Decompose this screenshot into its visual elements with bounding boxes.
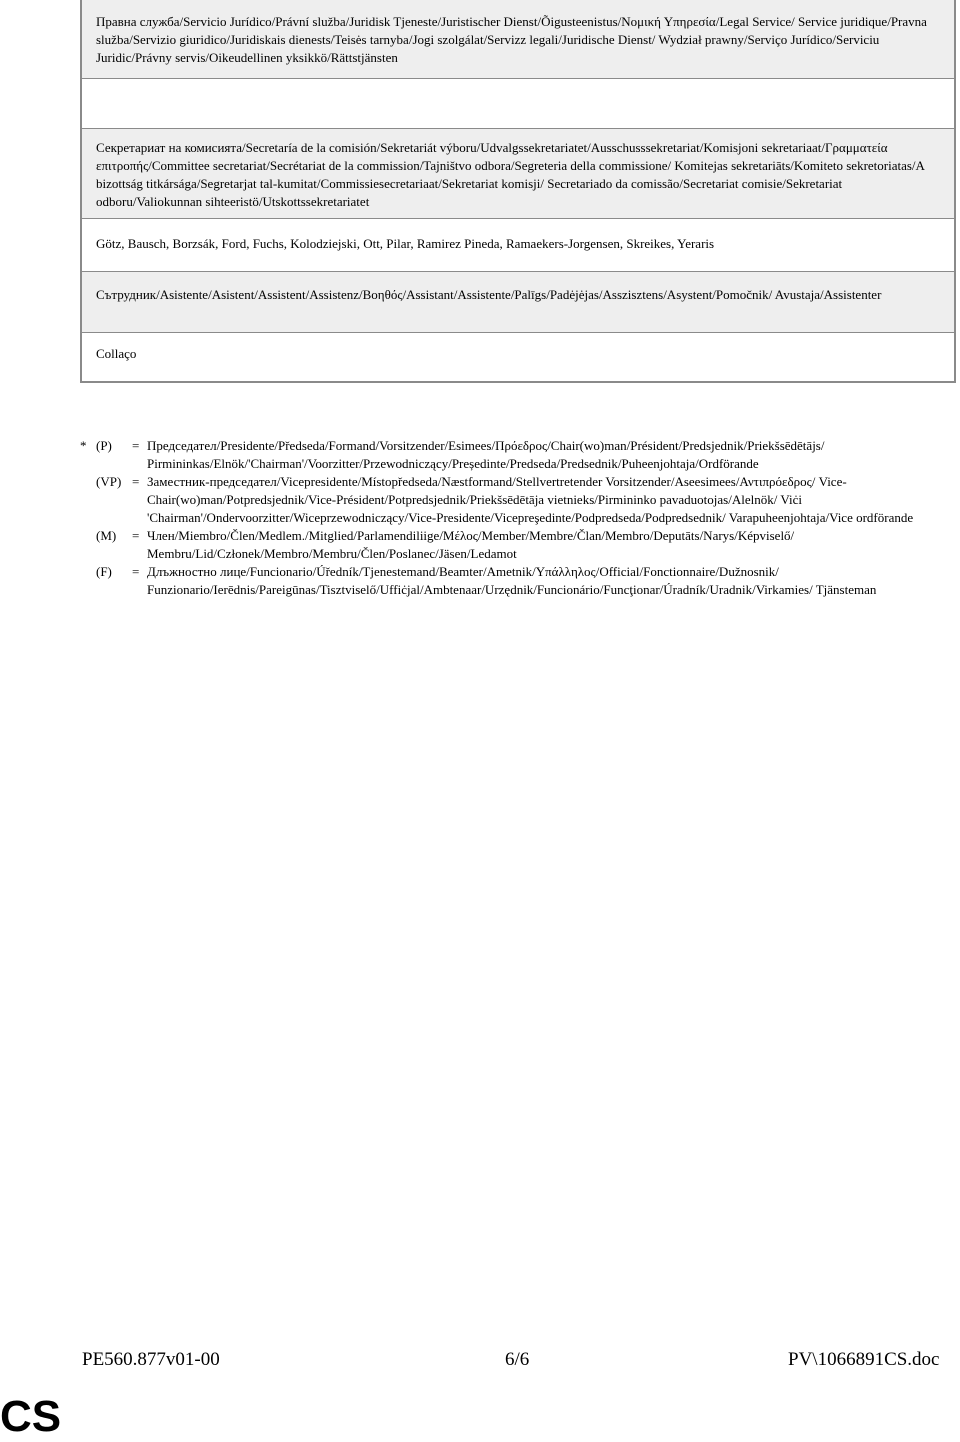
- legend-row-president: [80, 437, 960, 473]
- secretariat-names-cell: [82, 219, 954, 271]
- assistant-names: Collaço: [96, 346, 137, 361]
- legend-text: Заместник-председател/Vicepresidente/Místopředseda/Næstformand/Stellvertretender Vorsitzender/Aseesimees/Αντιπρόεδρος/ Vice-Chair(wo)man/Potpredsjednik/Vice-Président/Potpredsjednik/Priekšsēdētāja vietnieks/Pirmininko pavaduotojas/Alelnök/ Viċi 'Chairman'/Ondervoorzitter/Wiceprzewodniczący/Vice-Presidente/Vicepreşedinte/Podpredseda/Podpredsednik/ Varapuheenjohtaja/Vice ordförande: [147, 474, 914, 525]
- assistant-names-cell: [82, 333, 954, 381]
- legend-abbr: (F): [96, 564, 112, 579]
- footer-doc-ref: PE560.877v01-00: [82, 1349, 220, 1370]
- secretariat-label: Секретариат на комисията/Secretaría de la comisión/Sekretariát výboru/Udvalgssekretariatet/Ausschusssekretariat/Komisjoni sekretariaat/Γραμματεία επιτροπής/Committee secretariat/Secrétariat de la commission/Tajništvo odbora/Segreteria della commissione/ Komitejas sekretariāts/Komiteto sekretoriatas/A bizottság titkársága/Segretarjat tal-kumitat/Commissiesecretariaat/Sekretariat komisji/ Secretariado da comissão/Secretariat comisie/Sekretariat odboru/Valiokunnan sihteeristö/Utskottssekretariatet: [96, 140, 925, 209]
- secretariat-names: Götz, Bausch, Borzsák, Ford, Fuchs, Kolodziejski, Ott, Pilar, Ramirez Pineda, Ramaekers-Jorgensen, Skreikes, Yeraris: [96, 236, 715, 251]
- legal-service-names-cell: [82, 79, 954, 128]
- footer-page-number: 6/6: [505, 1349, 530, 1370]
- assistant-label-cell: [82, 272, 954, 332]
- legend-asterisk: *: [80, 438, 87, 453]
- role-legend: [80, 437, 960, 599]
- legend-abbr: (P): [96, 438, 112, 453]
- legend-text: Член/Miembro/Člen/Medlem./Mitglied/Parlamendiliige/Μέλος/Member/Membre/Član/Membro/Deputāts/Narys/Képviselő/ Membru/Lid/Członek/Membro/Membru/Člen/Poslanec/Jäsen/Ledamot: [147, 528, 795, 561]
- legend-text: Председател/Presidente/Předseda/Formand/Vorsitzender/Esimees/Πρόεδρος/Chair(wo)man/Président/Predsjednik/Priekšsēdētājs/ Pirmininkas/Elnök/'Chairman'/Voorzitter/Przewodniczący/Președinte/Predseda/Predsednik/Puheenjohtaja/Ordförande: [147, 438, 825, 471]
- legend-equals: =: [132, 528, 140, 543]
- legend-abbr: (VP): [96, 474, 122, 489]
- participants-table: [80, 0, 956, 383]
- legend-equals: =: [132, 564, 140, 579]
- legend-equals: =: [132, 438, 140, 453]
- secretariat-label-cell: [82, 129, 954, 218]
- legend-row-vice-president: [80, 473, 960, 527]
- footer-file-name: PV\1066891CS.doc: [788, 1349, 940, 1370]
- language-code: CS: [0, 1392, 62, 1441]
- legend-row-member: [80, 527, 960, 563]
- legal-service-cell: [82, 0, 954, 78]
- legend-text: Длъжностно лице/Funcionario/Úředník/Tjenestemand/Beamter/Ametnik/Υπάλληλος/Official/Fonctionnaire/Dužnosnik/ Funzionario/Ierēdnis/Pareigūnas/Tisztviselő/Uffiċjal/Ambtenaar/Urzędnik/Funcionário/Funcţionar/Úradník/Uradnik/Virkamies/ Tjänsteman: [147, 564, 877, 597]
- legend-equals: =: [132, 474, 140, 489]
- legal-service-label: Правна служба/Servicio Jurídico/Právní služba/Juridisk Tjeneste/Juristischer Dienst/Õigusteenistus/Νομική Υπηρεσία/Legal Service/ Service juridique/Pravna služba/Servizio giuridico/Juridiskais dienests/Teisės tarnyba/Jogi szolgálat/Servizz legali/Juridische Dienst/ Wydział prawny/Serviço Jurídico/Serviciu Juridic/Právny servis/Oikeudellinen yksikkö/Rättstjänsten: [96, 14, 927, 65]
- assistant-label: Сътрудник/Asistente/Asistent/Assistent/Assistenz/Βοηθός/Assistant/Assistente/Palīgs/Padėjėjas/Asszisztens/Asystent/Pomočnik/ Avustaja/Assistenter: [96, 287, 882, 302]
- legend-abbr: (M): [96, 528, 117, 543]
- legend-row-official: [80, 563, 960, 599]
